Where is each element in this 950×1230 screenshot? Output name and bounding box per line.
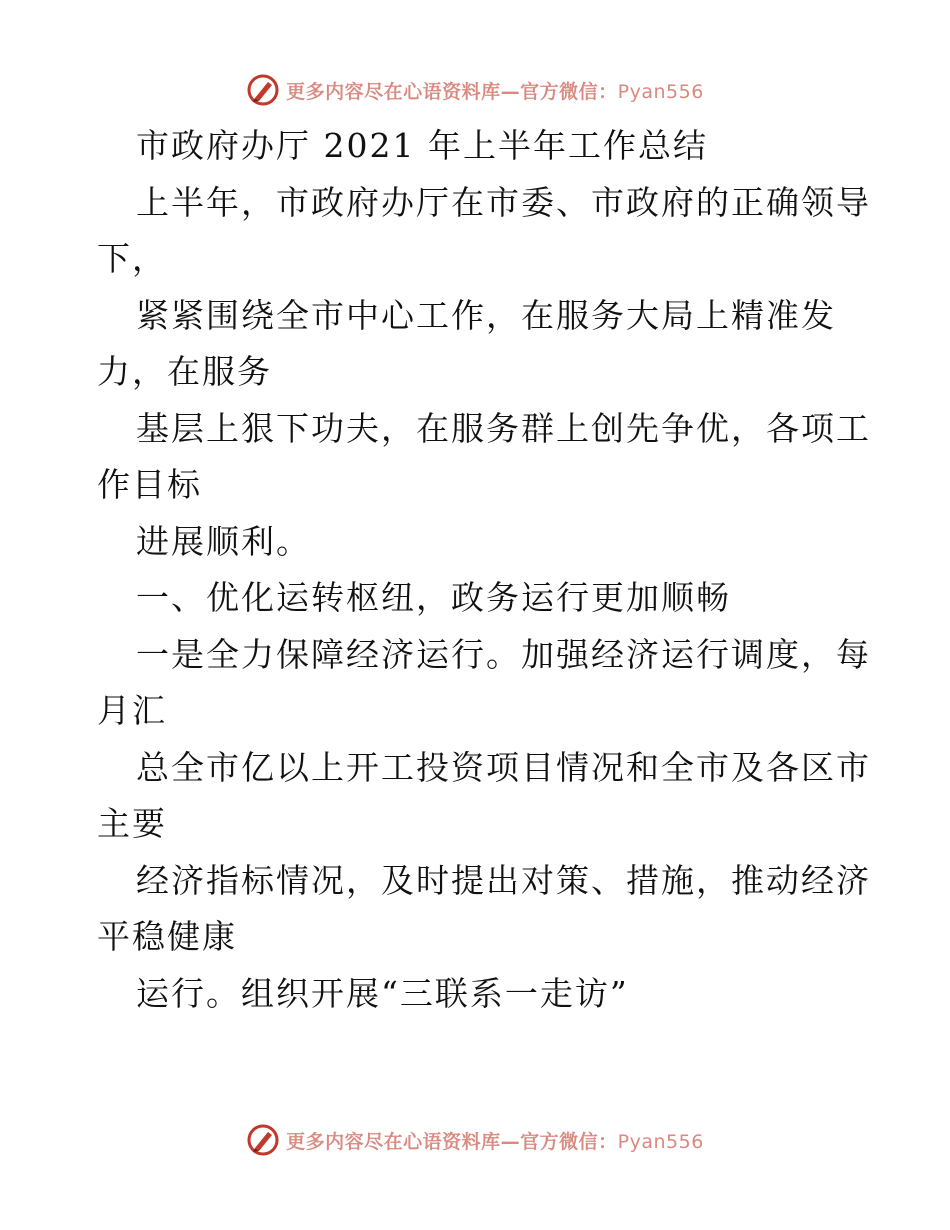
watermark-text xyxy=(286,1127,704,1154)
text-line: 力，在服务 xyxy=(97,352,272,391)
text-line: 紧紧围绕全市中心工作，在服务大局上精准发 xyxy=(136,295,836,335)
text-line: 上半年，市政府办厅在市委、市政府的正确领导 xyxy=(136,182,871,222)
text-line: 一是全力保障经济运行。加强经济运行调度，每 xyxy=(136,634,871,674)
text-line: 平稳健康 xyxy=(97,917,237,956)
text-line: 总全市亿以上开工投资项目情况和全市及各区市 xyxy=(136,747,871,787)
watermark-inner xyxy=(246,1123,704,1157)
watermark-id: Pyan556 xyxy=(617,1130,704,1153)
text-line: 作目标 xyxy=(97,465,202,504)
text-line: 进展顺利。 xyxy=(136,521,311,561)
watermark-label: 更多内容尽在心语资料库—官方微信： xyxy=(286,1130,618,1153)
header-watermark xyxy=(0,70,950,110)
watermark-text xyxy=(286,77,704,104)
text-line: 一、优化运转枢纽，政务运行更加顺畅 xyxy=(136,578,731,617)
text-line: 下， xyxy=(97,239,167,278)
footer-watermark xyxy=(0,1120,950,1160)
watermark-inner xyxy=(246,73,704,107)
pen-logo-icon xyxy=(246,73,280,107)
watermark-label: 更多内容尽在心语资料库—官方微信： xyxy=(286,80,618,103)
text-line: 市政府办厅 2021 年上半年工作总结 xyxy=(136,126,708,165)
text-line: 基层上狠下功夫，在服务群上创先争优，各项工 xyxy=(136,408,871,448)
document-body xyxy=(0,118,950,1022)
text-line: 月汇 xyxy=(97,691,167,730)
pen-logo-icon xyxy=(246,1123,280,1157)
text-line: 运行。组织开展“三联系一走访” xyxy=(136,973,629,1013)
text-line: 主要 xyxy=(97,804,167,843)
watermark-id: Pyan556 xyxy=(617,80,704,103)
text-line: 经济指标情况，及时提出对策、措施，推动经济 xyxy=(136,860,871,900)
